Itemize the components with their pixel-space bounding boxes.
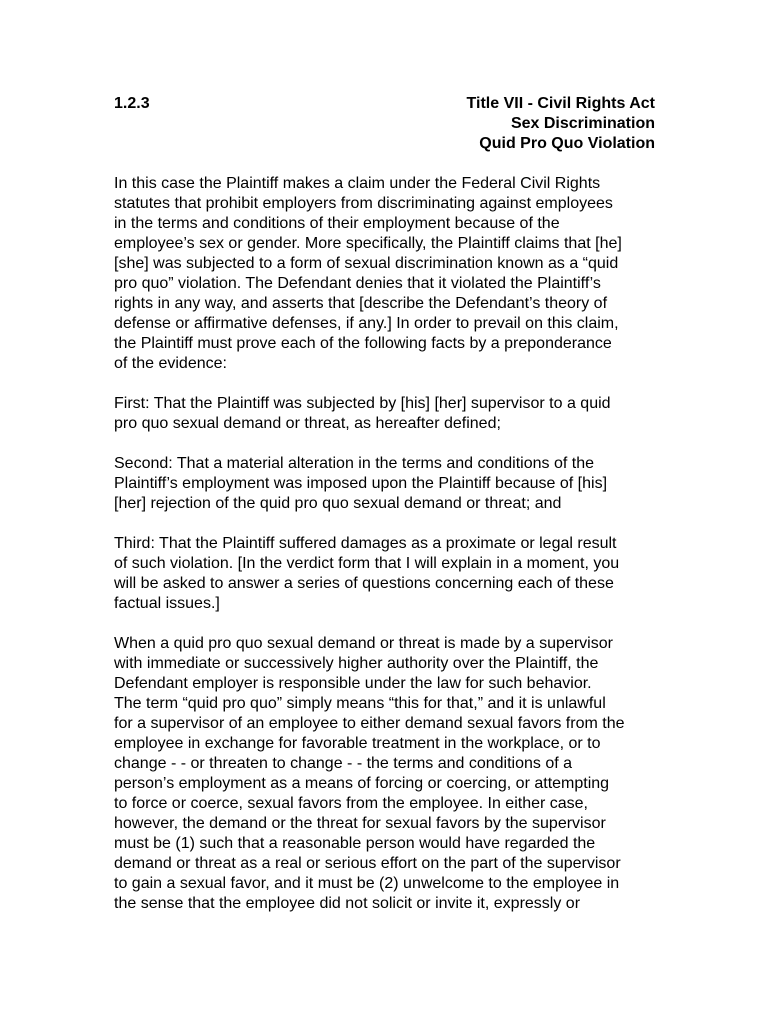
document-page — [114, 92, 659, 934]
text-line: of the evidence: — [114, 355, 227, 372]
text-line: factual issues.] — [114, 595, 220, 612]
document-body — [114, 174, 659, 914]
text-line: [she] was subjected to a form of sexual discrimination known as a “quid — [114, 255, 619, 272]
text-line: rights in any way, and asserts that [describe the Defendant’s theory of — [114, 295, 608, 312]
text-line: to force or coerce, sexual favors from the employee. In either case, — [114, 795, 588, 812]
paragraph — [114, 454, 659, 514]
text-line: The term “quid pro quo” simply means “this for that,” and it is unlawful — [114, 695, 606, 712]
paragraph — [114, 174, 659, 374]
subtitle-line: Quid Pro Quo Violation — [479, 135, 655, 152]
subtitle-line: Sex Discrimination — [510, 115, 655, 132]
text-line: must be (1) such that a reasonable person would have regarded the — [114, 835, 596, 852]
text-line: the Plaintiff must prove each of the following facts by a preponderance — [114, 335, 612, 352]
paragraph — [114, 394, 659, 434]
text-line: Second: That a material alteration in the terms and conditions of the — [114, 455, 594, 472]
title-line: Title VII - Civil Rights Act — [466, 95, 655, 112]
text-line: defense or affirmative defenses, if any.] In order to prevail on this claim, — [114, 315, 619, 332]
text-line: will be asked to answer a series of questions concerning each of these — [114, 575, 614, 592]
text-line: First: That the Plaintiff was subjected by [his] [her] supervisor to a quid — [114, 395, 611, 412]
text-line: employee in exchange for favorable treatment in the workplace, or to — [114, 735, 601, 752]
text-line: When a quid pro quo sexual demand or threat is made by a supervisor — [114, 635, 613, 652]
text-line: demand or threat as a real or serious effort on the part of the supervisor — [114, 855, 621, 872]
title-block — [467, 94, 655, 154]
text-line: Plaintiff’s employment was imposed upon the Plaintiff because of [his] — [114, 475, 608, 492]
text-line: statutes that prohibit employers from discriminating against employees — [114, 195, 613, 212]
text-line: the sense that the employee did not solicit or invite it, expressly or — [114, 895, 581, 912]
text-line: however, the demand or the threat for sexual favors by the supervisor — [114, 815, 606, 832]
section-number: 1.2.3 — [114, 95, 150, 112]
text-line: pro quo” violation. The Defendant denies that it violated the Plaintiff’s — [114, 275, 601, 292]
paragraph — [114, 634, 659, 914]
text-line: of such violation. [In the verdict form that I will explain in a moment, you — [114, 555, 620, 572]
text-line: employee’s sex or gender. More specifically, the Plaintiff claims that [he] — [114, 235, 622, 252]
text-line: to gain a sexual favor, and it must be (2) unwelcome to the employee in — [114, 875, 620, 892]
text-line: person’s employment as a means of forcing or coercing, or attempting — [114, 775, 610, 792]
text-line: with immediate or successively higher authority over the Plaintiff, the — [114, 655, 599, 672]
text-line: [her] rejection of the quid pro quo sexual demand or threat; and — [114, 495, 562, 512]
text-line: change - - or threaten to change - - the terms and conditions of a — [114, 755, 573, 772]
document-header — [114, 92, 659, 156]
text-line: Third: That the Plaintiff suffered damages as a proximate or legal result — [114, 535, 617, 552]
text-line: Defendant employer is responsible under the law for such behavior. — [114, 675, 592, 692]
paragraph — [114, 534, 659, 614]
text-line: In this case the Plaintiff makes a claim under the Federal Civil Rights — [114, 175, 601, 192]
text-line: in the terms and conditions of their employment because of the — [114, 215, 560, 232]
text-line: pro quo sexual demand or threat, as hereafter defined; — [114, 415, 501, 432]
text-line: for a supervisor of an employee to either demand sexual favors from the — [114, 715, 625, 732]
